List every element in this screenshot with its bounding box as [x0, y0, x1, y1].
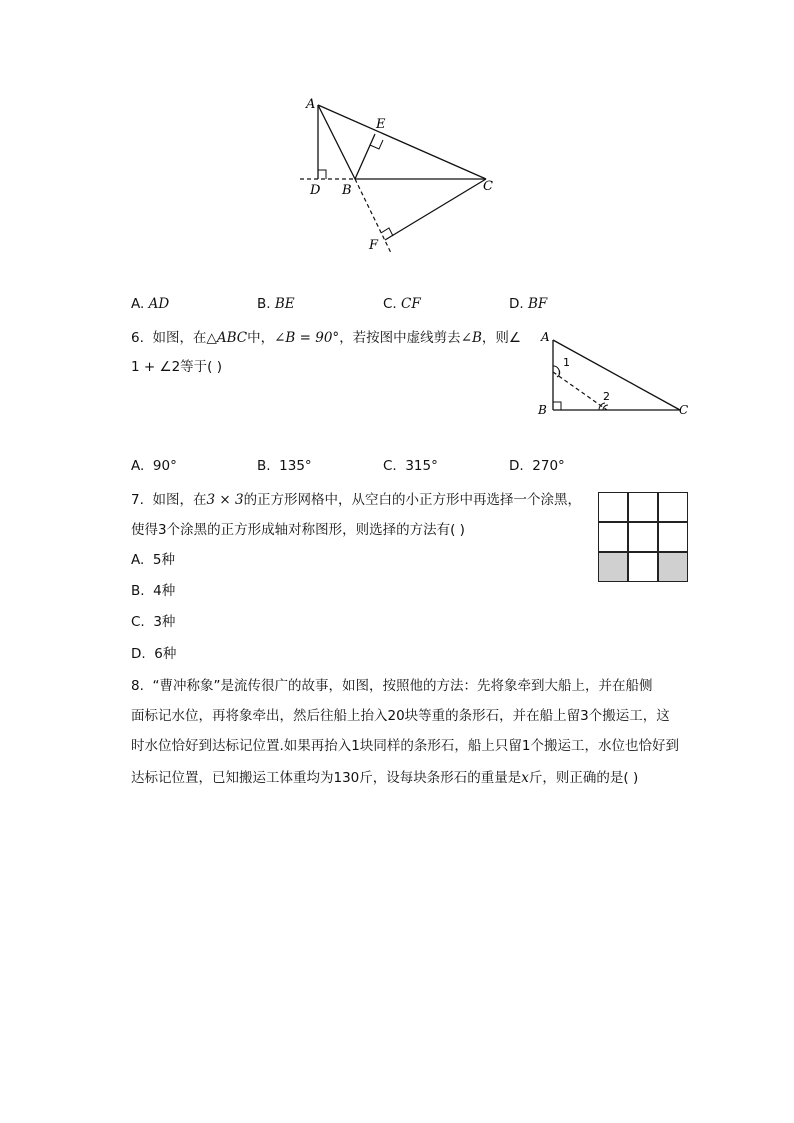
- label-2: 2: [603, 390, 610, 403]
- q5-option-a: A. AD: [131, 296, 170, 312]
- q8-stem-line4: 达标记位置，已知搬运工体重均为130斤，设每块条形石的重量是x斤，则正确的是( ): [131, 770, 639, 786]
- q6-option-a: A. 90°: [131, 458, 177, 474]
- label-1: 1: [563, 356, 570, 369]
- grid-cell: [598, 522, 628, 552]
- q7-option-c: C. 3种: [131, 614, 176, 630]
- q5-option-c: C. CF: [383, 296, 421, 312]
- grid-cell: [628, 492, 658, 522]
- grid-cell: [628, 552, 658, 582]
- label-B: B: [342, 183, 352, 198]
- q7-stem-line2: 使得3个涂黑的正方形成轴对称图形，则选择的方法有( ): [131, 522, 465, 538]
- q7-option-b: B. 4种: [131, 583, 176, 599]
- grid-cell-shaded: [598, 552, 628, 582]
- q7-option-a: A. 5种: [131, 552, 175, 568]
- q8-stem-line2: 面标记水位，再将象牵出，然后往船上抬入20块等重的条形石，并在船上留3个搬运工，这: [131, 708, 670, 724]
- triangle-figure-q5: [290, 90, 520, 260]
- label-E: E: [376, 117, 386, 132]
- q7-option-d: D. 6种: [131, 646, 177, 662]
- q6-option-c: C. 315°: [383, 458, 438, 474]
- label-F: F: [369, 238, 379, 253]
- label-C: C: [483, 179, 493, 194]
- q6-option-d: D. 270°: [509, 458, 565, 474]
- label-A: A: [541, 330, 550, 344]
- q5-option-d: D. BF: [509, 296, 548, 312]
- grid-cell-shaded: [658, 552, 688, 582]
- q8-stem-line3: 时水位恰好到达标记位置.如果再抬入1块同样的条形石，船上只留1个搬运工，水位也恰好到: [131, 738, 679, 754]
- q6-option-b: B. 135°: [257, 458, 312, 474]
- q5-option-b: B. BE: [257, 296, 295, 312]
- label-A: A: [306, 97, 316, 112]
- grid-cell: [658, 522, 688, 552]
- grid-3x3-figure: [598, 492, 690, 584]
- grid-cell: [658, 492, 688, 522]
- label-B: B: [538, 403, 547, 417]
- label-C: C: [679, 403, 689, 417]
- grid-cell: [598, 492, 628, 522]
- grid-cell: [628, 522, 658, 552]
- q8-stem-line1: 8. “曹冲称象”是流传很广的故事，如图，按照他的方法：先将象牵到大船上，并在船侧: [131, 678, 653, 694]
- q6-stem-line2: 1 + ∠2等于( ): [131, 359, 222, 375]
- label-D: D: [310, 183, 321, 198]
- q7-stem-line1: 7. 如图，在3 × 3的正方形网格中，从空白的小正方形中再选择一个涂黑，: [131, 492, 582, 508]
- q6-stem-line1: 6. 如图，在△ABC中，∠B = 90°，若按图中虚线剪去∠B，则∠: [131, 330, 522, 346]
- right-triangle-figure-q6: [535, 328, 700, 423]
